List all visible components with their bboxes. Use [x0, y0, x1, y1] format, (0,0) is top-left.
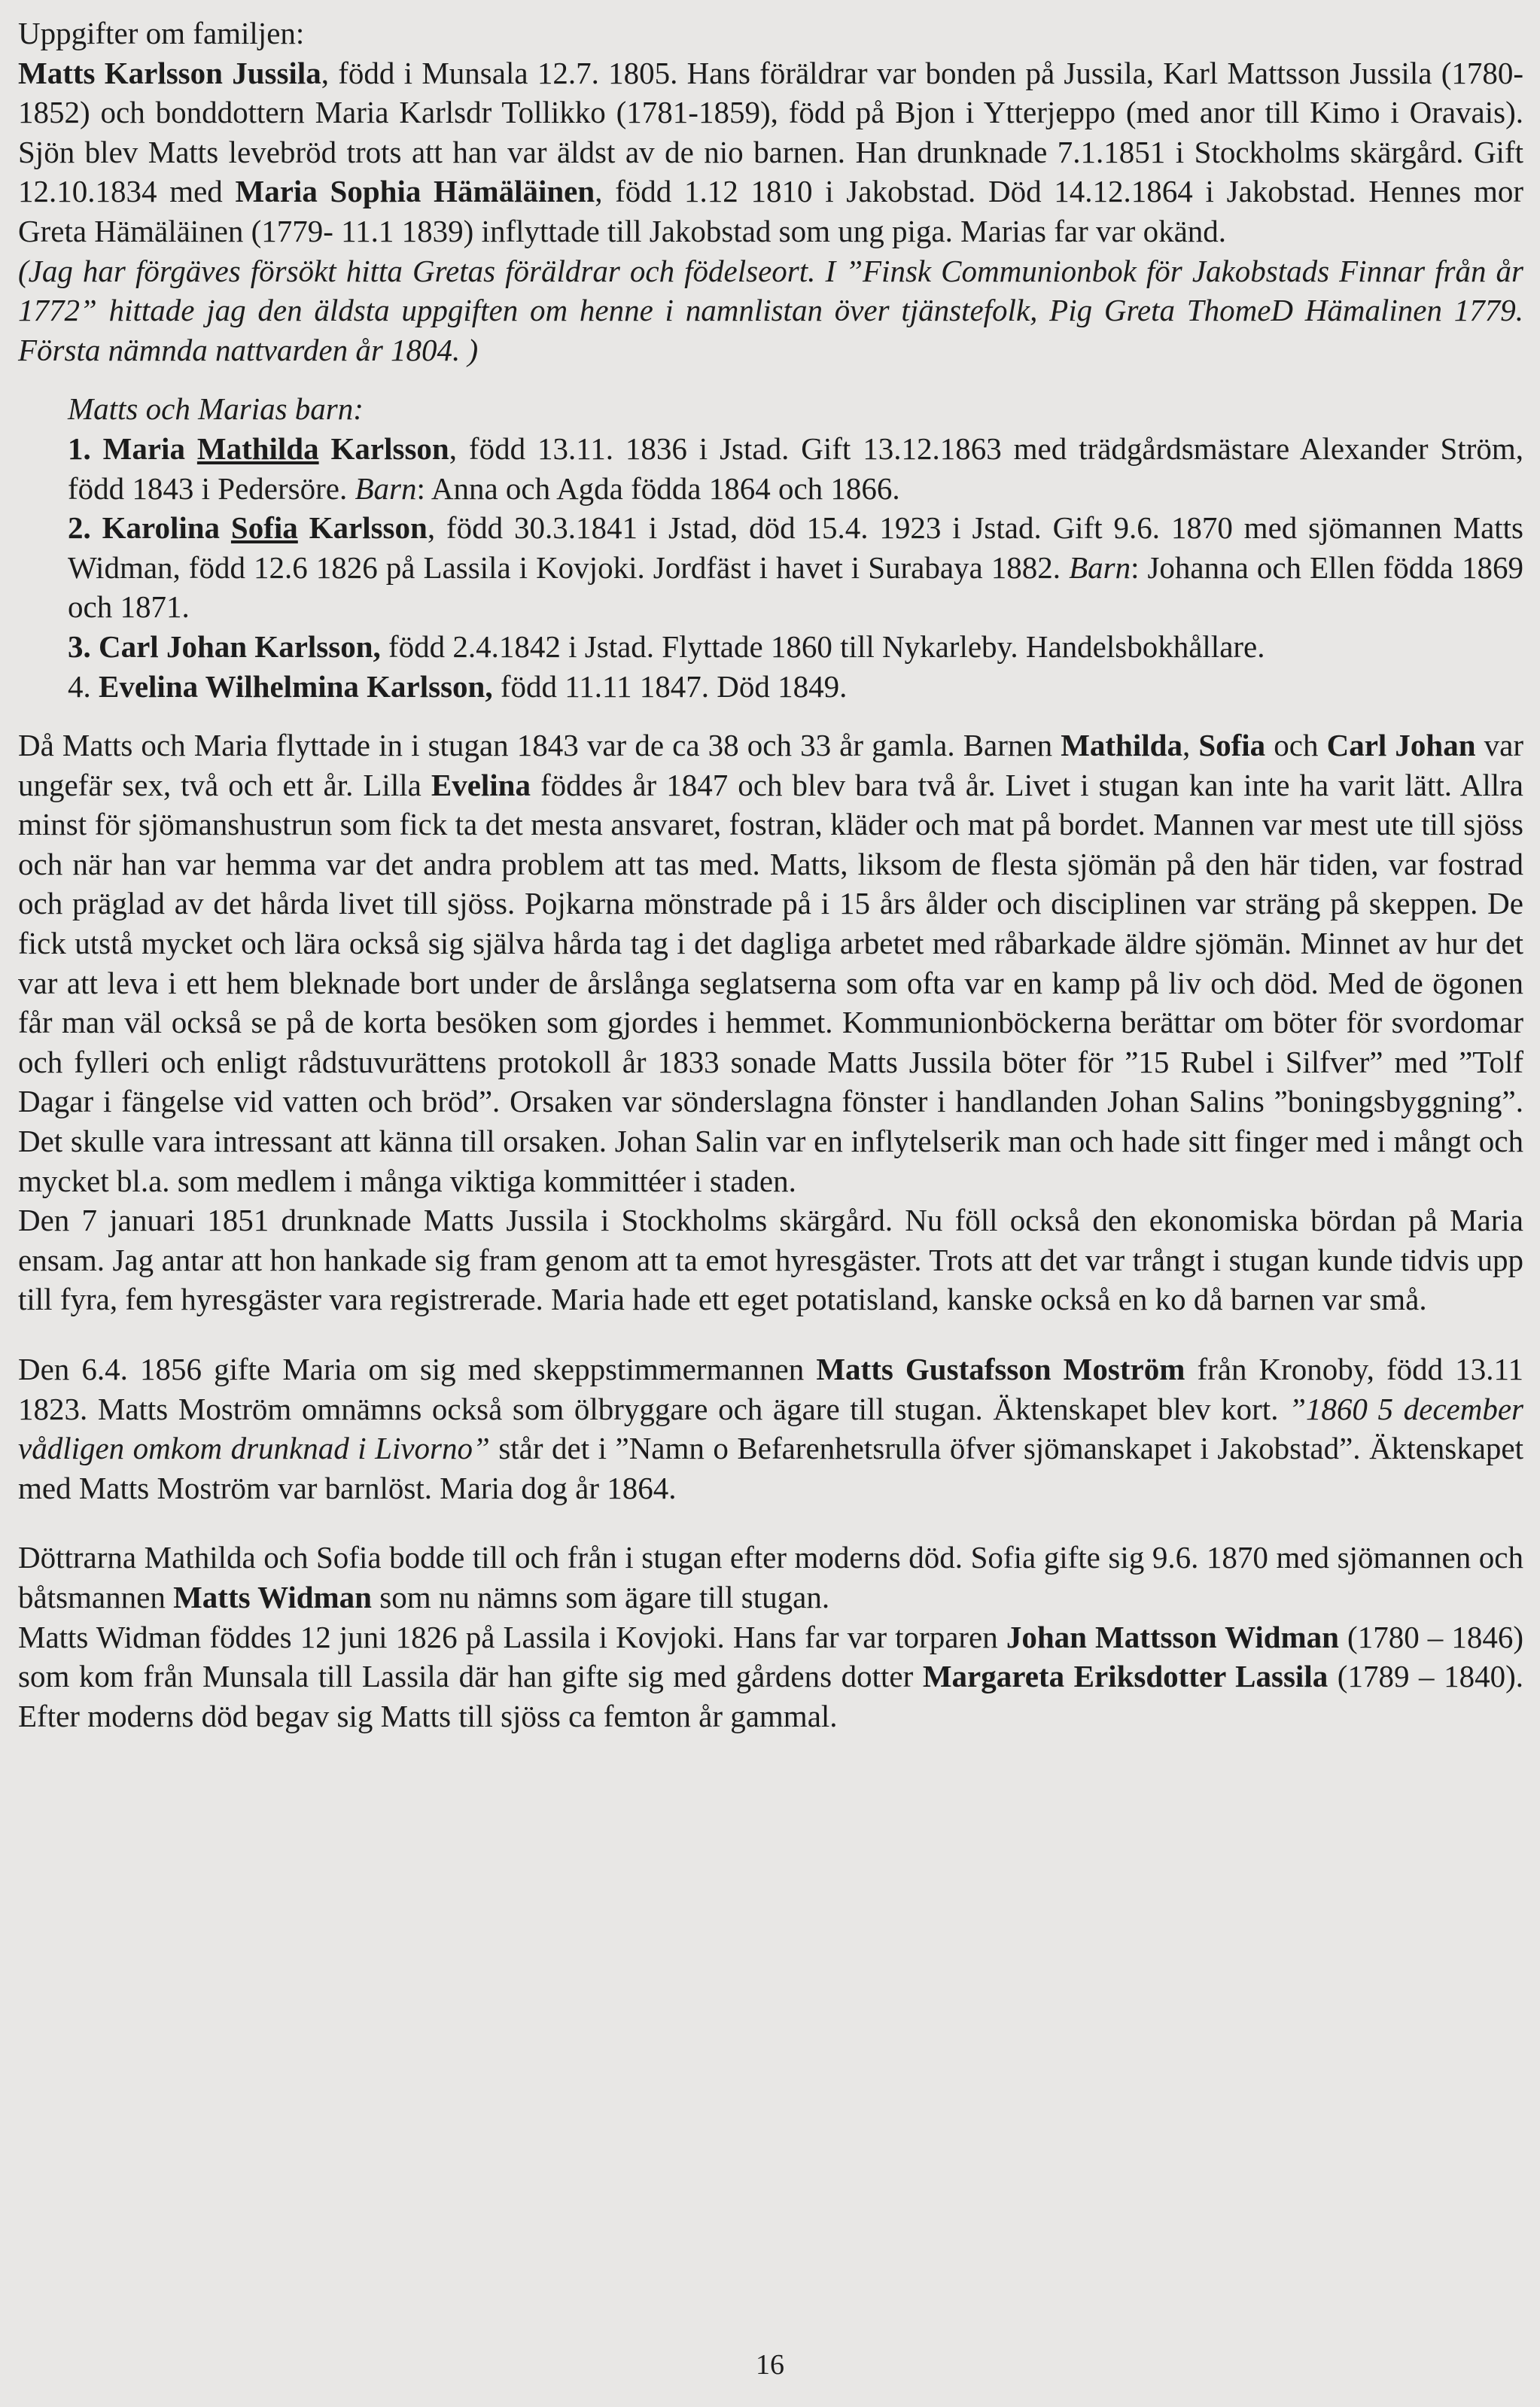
- name-widman: Matts Widman: [173, 1579, 372, 1614]
- child-name: 2. Karolina: [68, 510, 231, 546]
- intro-text-cont: , född 1.12 1810 i Jakobstad. Död 14.12.1864 i Jakobstad. Hennes mor Greta Hämäläinen (1779- 11.1 1839) inflyttade till Jakobstad som ung piga. Marias far var okänd.: [18, 174, 1524, 248]
- name-carl-johan: Carl Johan: [1326, 728, 1476, 763]
- child-name-underlined: Mathilda: [196, 431, 319, 466]
- child-surname: Karlsson: [297, 510, 428, 546]
- text-run: Då Matts och Maria flyttade in i stugan 1843 var de ca 38 och 33 år gamla. Barnen: [18, 728, 1061, 763]
- wife-name: Maria Sophia Hämäläinen: [235, 174, 595, 209]
- text-run: ,: [1182, 728, 1199, 763]
- text-run: (1780 – 1846) som kom från Munsala till Lassila där han gifte sig med gårdens dotter: [18, 1619, 1524, 1694]
- paragraph-life-in-cottage: [18, 726, 1523, 1200]
- child-entry-3: [68, 627, 1523, 667]
- child-name-underlined: Sofia: [230, 510, 298, 546]
- name-sofia: Sofia: [1198, 728, 1266, 763]
- barn-text: : Anna och Agda födda 1864 och 1866.: [416, 470, 900, 506]
- name-evelina: Evelina: [431, 767, 531, 802]
- text-run: föddes år 1847 och blev bara två år. Livet i stugan kan inte ha varit lätt. Allra minst för sjömanshustrun som fick ta det mesta ansvaret, fostran, kläder och mat på bordet. Mannen var mest ute till sjöss och när han var hemma var det andra problem att tas med. Matts, liksom de flesta sjömän på den här tiden, var fostrad och präglad av det hårda livet till sjöss. Pojkarna mönstrade på i 15 års ålder och disciplinen var sträng på skeppen. De fick utstå mycket och lära också sig själva hårda tag i det dagliga arbetet med råbarkade äldre sjömän. Minnet av hur det var att leva i ett hem bleknade bort under de årslånga seglatserna som ofta var en kamp på liv och död. Med de ögonen får man väl också se på de korta besöken som gjordes i hemmet. Kommunionböckerna berättar om böter för svordomar och fylleri och enligt rådstuvurättens protokoll år 1833 sonade Matts Jussila böter för ”15 Rubel i Silfver” med ”Tolf Dagar i fängelse vid vatten och bröd”. Orsaken var sönderslagna fönster i handlanden Johan Salins ”boningsbyggning”. Det skulle vara intressant att känna till orsaken. Johan Salin var en inflytelserik man och hade sitt finger med i mångt och mycket bl.a. som medlem i många viktiga kommittéer i staden.: [18, 767, 1523, 1198]
- intro-text: , född i Munsala 12.7. 1805. Hans föräldrar var bonden på Jussila, Karl Mattsson Jussila (1780-1852) och bonddottern Maria Karlsdr Tollikko (1781-1859), född på Bjon i Ytterjeppo (med anor till Kimo i Oravais). Sjön blev Matts levebröd trots att han var äldst av de nio barnen. Han drunknade 7.1.1851 i Stockholms skärgård. Gift 12.10.1834 med: [18, 55, 1523, 209]
- barn-label: Barn: [1069, 549, 1131, 585]
- text-run: var ungefär sex, två och ett år. Lilla: [18, 728, 1524, 802]
- text-run: Matts Widman föddes 12 juni 1826 på Lassila i Kovjoki. Hans far var torparen: [18, 1619, 1006, 1654]
- child-number: 4.: [68, 668, 99, 704]
- name-margareta: Margareta Eriksdotter Lassila: [922, 1659, 1328, 1694]
- paragraph-remarriage: [18, 1350, 1523, 1508]
- text-run: Döttrarna Mathilda och Sofia bodde till och från i stugan efter moderns död. Sofia gifte sig 9.6. 1870 med sjömannen och båtsmannen: [18, 1540, 1523, 1614]
- paragraph-drowning: Den 7 januari 1851 drunknade Matts Jussila i Stockholms skärgård. Nu föll också den ekonomiska bördan på Maria ensam. Jag antar att hon hankade sig fram genom att ta emot hyresgäster. Trots att det var trångt i stugan kunde tidvis upp till fyra, fem hyresgäster vara registrerade. Maria hade ett eget potatisland, kanske också en ko då barnen var små.: [18, 1203, 1523, 1317]
- barn-label: Barn: [355, 470, 417, 506]
- text-run: som nu nämns som ägare till stugan.: [371, 1579, 830, 1614]
- paragraph-daughters: [18, 1538, 1523, 1617]
- child-surname: Karlsson: [318, 431, 449, 466]
- children-list: [18, 389, 1523, 706]
- text-run: från Kronoby, född 13.11 1823. Matts Moström omnämns också som ölbryggare och ägare till stugan. Äktenskapet blev kort.: [18, 1352, 1523, 1426]
- name-mostrom: Matts Gustafsson Moström: [816, 1352, 1185, 1386]
- page-number: 16: [756, 2349, 784, 2381]
- quote: ”1860 5 december vådligen omkom drunknad i Livorno”: [18, 1391, 1523, 1466]
- person-name: Matts Karlsson Jussila: [18, 55, 321, 90]
- spacer: [18, 370, 1523, 389]
- text-run: och: [1265, 728, 1327, 763]
- children-heading: Matts och Marias barn:: [68, 391, 364, 427]
- child-entry-1: [68, 429, 1523, 508]
- child-text: född 2.4.1842 i Jstad. Flyttade 1860 till Nykarleby. Handelsbokhållare.: [380, 628, 1265, 664]
- spacer: [18, 706, 1523, 726]
- text-run: (1789 – 1840). Efter moderns död begav sig Matts till sjöss ca femton år gammal.: [18, 1659, 1523, 1733]
- child-text: , född 30.3.1841 i Jstad, död 15.4. 1923 i Jstad. Gift 9.6. 1870 med sjömannen Matts Widman, född 12.6 1826 på Lassila i Kovjoki. Jordfäst i havet i Surabaya 1882.: [68, 510, 1524, 585]
- child-text: född 11.11 1847. Död 1849.: [492, 668, 848, 704]
- child-name: 3. Carl Johan Karlsson,: [68, 628, 381, 664]
- child-text: , född 13.11. 1836 i Jstad. Gift 13.12.1863 med trädgårdsmästare Alexander Ström, född 1843 i Pedersöre.: [68, 431, 1523, 506]
- child-entry-4: [68, 667, 1523, 707]
- family-heading: Uppgifter om familjen:: [18, 16, 305, 50]
- child-entry-2: [68, 508, 1523, 627]
- spacer: [18, 1508, 1523, 1538]
- intro-paragraph: [18, 53, 1523, 251]
- child-name: Evelina Wilhelmina Karlsson,: [99, 668, 493, 704]
- barn-text: : Johanna och Ellen födda 1869 och 1871.: [68, 549, 1523, 625]
- child-name: 1. Maria: [68, 431, 197, 466]
- paragraph-widman: [18, 1617, 1523, 1736]
- page-body: [18, 14, 1523, 1736]
- name-johan-mattsson-widman: Johan Mattsson Widman: [1006, 1619, 1339, 1654]
- name-mathilda: Mathilda: [1061, 728, 1182, 763]
- research-note: (Jag har förgäves försökt hitta Gretas föräldrar och födelseort. I ”Finsk Communionbok för Jakobstads Finnar från år 1772” hittade jag den äldsta uppgiften om henne i namnlistan över tjänstefolk, Pig Greta ThomeD Hämalinen 1779. Första nämnda nattvarden år 1804. ): [18, 253, 1523, 367]
- text-run: Den 6.4. 1856 gifte Maria om sig med skeppstimmermannen: [18, 1352, 817, 1386]
- text-run: står det i ”Namn o Befarenhetsrulla öfver sjömanskapet i Jakobstad”. Äktenskapet med Matts Moström var barnlöst. Maria dog år 1864.: [18, 1431, 1524, 1505]
- spacer: [18, 1319, 1523, 1350]
